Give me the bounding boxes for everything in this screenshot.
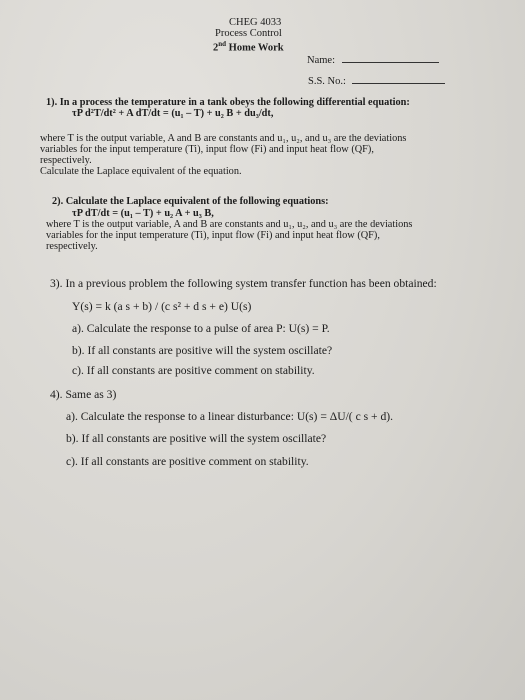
q1-text-line-4: Calculate the Laplace equivalent of the equation. (40, 166, 242, 177)
q4-part-c: c). If all constants are positive comment on stability. (66, 455, 309, 468)
q2-text-line-1: where T is the output variable, A and B are constants and u₁, u₂, and u₃ are the deviations (46, 219, 413, 230)
name-blank-line (342, 62, 439, 63)
course-title: Process Control (215, 28, 282, 39)
q3-intro: 3). In a previous problem the following system transfer function has been obtained: (50, 277, 437, 290)
course-code: CHEG 4033 (229, 17, 282, 28)
q4-part-a: a). Calculate the response to a linear disturbance: U(s) = ΔU/( c s + d). (66, 410, 394, 423)
q4-intro: 4). Same as 3) (50, 388, 117, 401)
homework-label: Home Work (226, 42, 284, 54)
q1-text-line-2: variables for the input temperature (Ti), input flow (Fi) and input heat flow (QF), (40, 144, 374, 155)
q2-intro: 2). Calculate the Laplace equivalent of the following equations: (52, 196, 329, 207)
q2-text-line-3: respectively. (46, 241, 98, 252)
q3-part-c: c). If all constants are positive comment on stability. (72, 364, 315, 377)
q3-part-b: b). If all constants are positive will the system oscillate? (72, 344, 333, 357)
q4-part-b: b). If all constants are positive will the system oscillate? (66, 432, 327, 445)
name-label: Name: (307, 55, 335, 66)
homework-title (213, 39, 284, 54)
q1-text-line-3: respectively. (40, 155, 92, 166)
q1-intro: 1). In a process the temperature in a tank obeys the following differential equation: (46, 97, 410, 108)
name-field (307, 55, 439, 66)
q1-text-line-1: where T is the output variable, A and B are constants and u₁, u₂, and u₃ are the deviations (40, 133, 407, 144)
q3-equation: Y(s) = k (a s + b) / (c s² + d s + e) U(s) (72, 300, 252, 313)
ssno-field (308, 76, 445, 87)
q3-part-a: a). Calculate the response to a pulse of area P: U(s) = P. (72, 322, 330, 335)
ssno-blank-line (352, 83, 445, 84)
q2-equation: τP dT/dt = (u₁ – T) + u₂ A + u₃ B, (72, 208, 214, 219)
q2-text-line-2: variables for the input temperature (Ti), input flow (Fi) and input heat flow (QF), (46, 230, 380, 241)
homework-number: 2 (213, 42, 219, 54)
ssno-label: S.S. No.: (308, 76, 346, 87)
homework-ordinal: nd (218, 40, 227, 48)
q1-equation: τP d²T/dt² + A dT/dt = (u₁ – T) + u₂ B + du₃/dt, (72, 108, 274, 119)
